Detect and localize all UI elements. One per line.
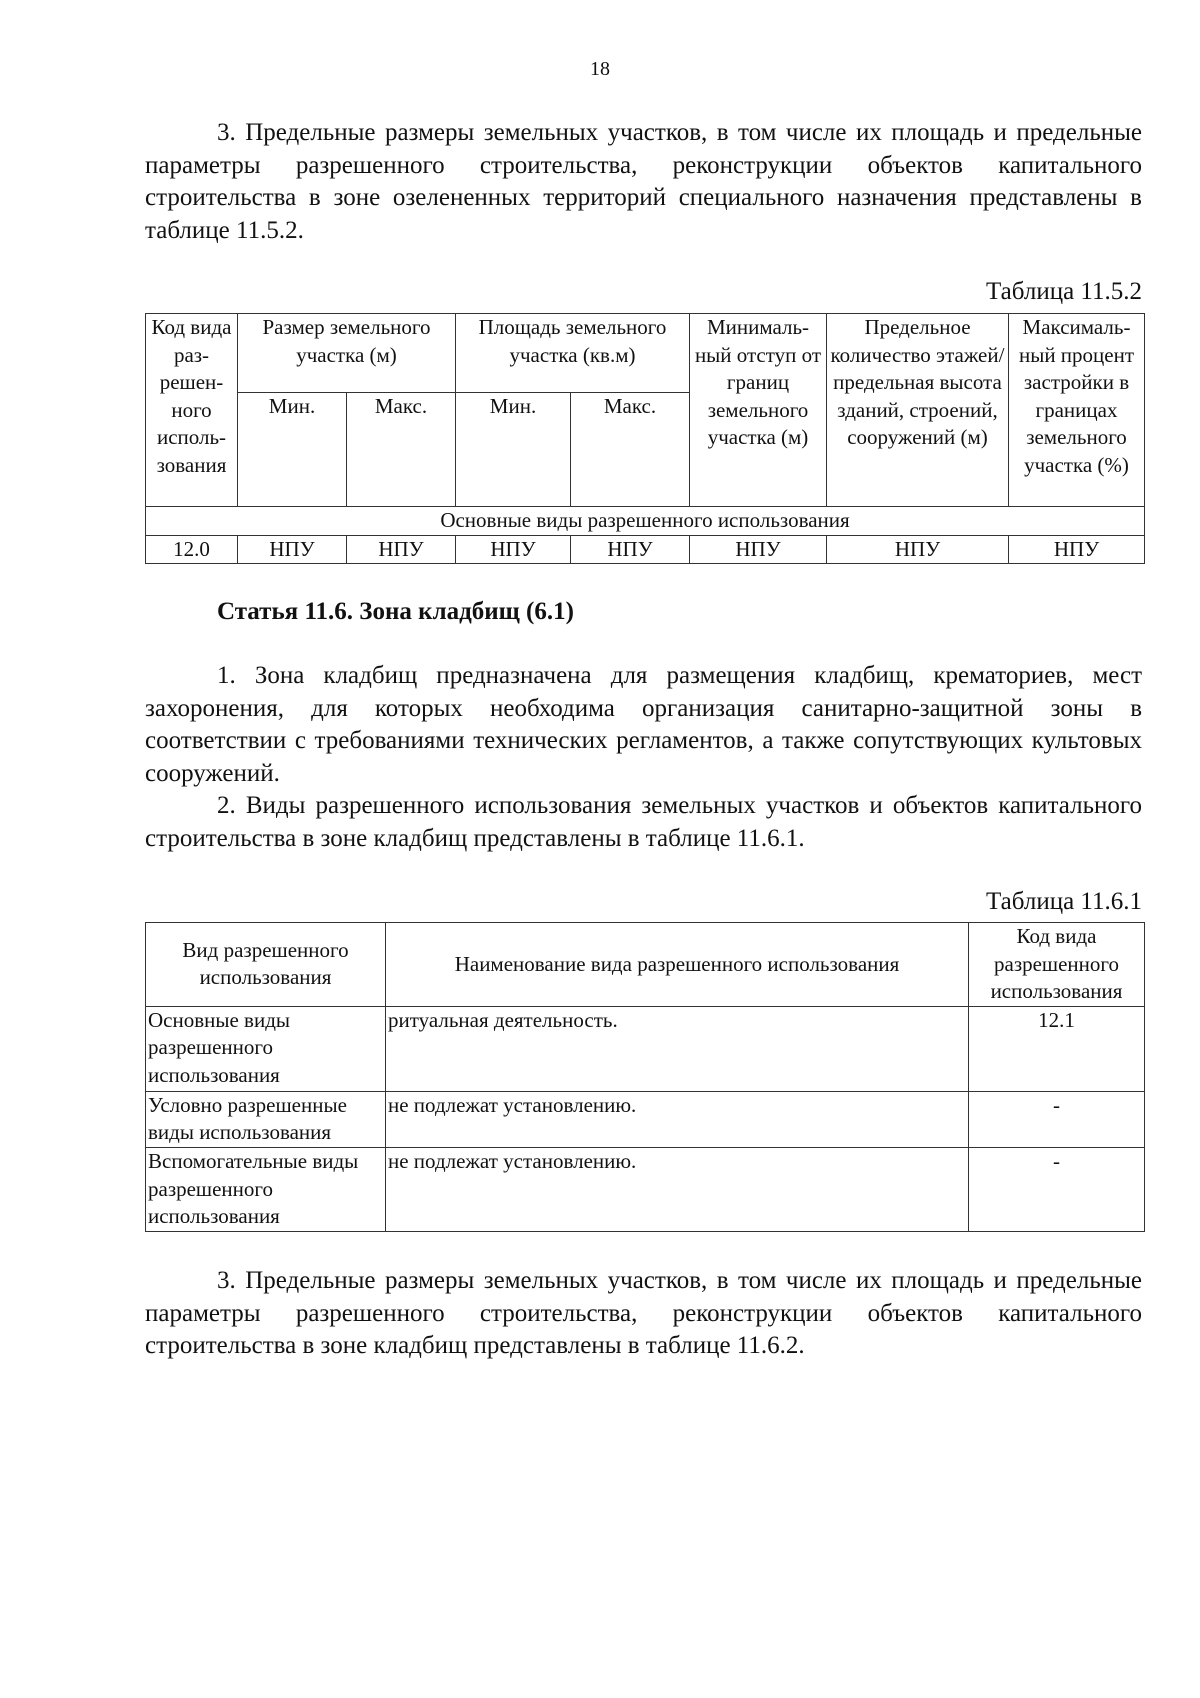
row-kind: Основные виды разрешенного использования [146, 1006, 386, 1091]
page-number: 18 [590, 58, 610, 80]
table-row [146, 1091, 1145, 1147]
table-11-5-2 [145, 313, 1145, 564]
header-area-min: Мин. [456, 393, 571, 507]
row-name: не подлежат установлению. [386, 1091, 969, 1147]
table-row [146, 1006, 1145, 1091]
table-cell: НПУ [690, 535, 827, 564]
table-row [146, 1147, 1145, 1231]
header-floors: Предельное количество этажей/ предельная высота зданий, строений, сооружений (м) [827, 314, 1009, 507]
table-cell: 12.0 [146, 535, 238, 564]
row-kind: Условно разрешенные виды использования [146, 1091, 386, 1147]
header-plot-size: Размер земельного участка (м) [238, 314, 456, 393]
header-area-max: Макс. [571, 393, 690, 507]
header-setback: Минималь-ный отступ от границ земельного участка (м) [690, 314, 827, 507]
paragraph-11-6-1: 1. Зона кладбищ предназначена для размещения кладбищ, крематориев, мест захоронения, для которых необходима организация санитарно-защитной зоны в соответствии с требованиями технических регламентов, а также сопутствующих культовых сооружений. [145, 662, 1142, 787]
table-11-6-1 [145, 922, 1145, 1232]
table-cell: НПУ [827, 535, 1009, 564]
header-coverage: Максималь-ный процент застройки в границах земельного участка (%) [1009, 314, 1145, 507]
table-cell: НПУ [347, 535, 456, 564]
table-cell: НПУ [571, 535, 690, 564]
table-cell: НПУ [1009, 535, 1145, 564]
paragraph-11-6-2: 2. Виды разрешенного использования земельных участков и объектов капитального строительства в зоне кладбищ представлены в таблице 11.6.1. [145, 792, 1142, 852]
header-code: Код вида разрешенного использования [969, 923, 1145, 1007]
header-plot-area: Площадь земельного участка (кв.м) [456, 314, 690, 393]
paragraph-11-5-3: 3. Предельные размеры земельных участков, в том числе их площадь и предельные параметры разрешенного строительства, реконструкции объектов капитального строительства в зоне озелененных территорий специального назначения представлены в таблице 11.5.2. [145, 119, 1142, 244]
section-label: Основные виды разрешенного использования [146, 507, 1145, 536]
row-code: - [969, 1147, 1145, 1231]
header-code: Код вида раз-решен-ного исполь-зования [146, 314, 238, 507]
table-cell: НПУ [456, 535, 571, 564]
header-size-min: Мин. [238, 393, 347, 507]
row-kind: Вспомогательные виды разрешенного использования [146, 1147, 386, 1231]
header-size-max: Макс. [347, 393, 456, 507]
article-heading: Статья 11.6. Зона кладбищ (6.1) [217, 598, 574, 625]
row-name: ритуальная деятельность. [386, 1006, 969, 1091]
header-kind: Вид разрешенного использования [146, 923, 386, 1007]
row-code: 12.1 [969, 1006, 1145, 1091]
header-name: Наименование вида разрешенного использования [386, 923, 969, 1007]
paragraph-11-6-3: 3. Предельные размеры земельных участков, в том числе их площадь и предельные параметры разрешенного строительства, реконструкции объектов капитального строительства в зоне кладбищ представлены в таблице 11.6.2. [145, 1267, 1142, 1359]
row-name: не подлежат установлению. [386, 1147, 969, 1231]
table-11-6-1-caption: Таблица 11.6.1 [986, 888, 1142, 915]
table-cell: НПУ [238, 535, 347, 564]
table-11-5-2-caption: Таблица 11.5.2 [986, 278, 1142, 305]
row-code: - [969, 1091, 1145, 1147]
